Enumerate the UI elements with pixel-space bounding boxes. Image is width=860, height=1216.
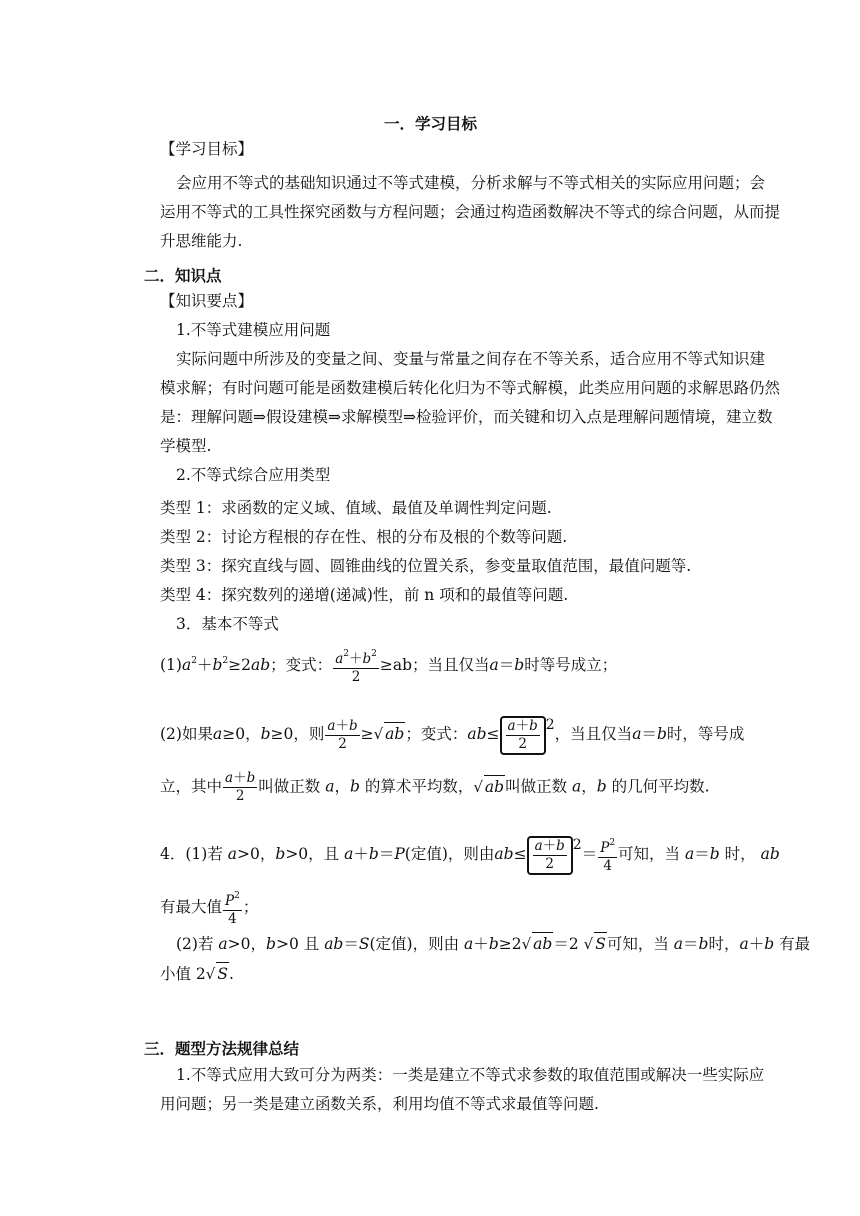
formula-text: ； [242,898,259,916]
formula-text: ≥2 [228,656,251,674]
formula-text: 小值 2 [160,965,206,983]
bracket: $\frac{a+b}{2}$ [527,836,573,875]
formula-text: (2)如果 [160,725,213,743]
formula-text: 有最 [779,935,811,953]
section-1-title: 一．学习目标 [384,114,478,133]
formula-line-6: (2)若 a>0，b>0 且 ab＝S(定值)，则由 a＋b≥2√ ab＝2 √ S可知，当 a＝b时，a＋b 有最 [176,932,810,955]
item-1-line: 是：理解问题⇒假设建模⇒求解模型⇒检验评价，而关键和切入点是理解问题情境，建立数 [160,408,773,426]
section-2-subtitle: 【知识要点】 [160,292,254,310]
item-2-title: 2.不等式综合应用类型 [176,466,331,484]
section-1-paragraph-line: 升思维能力. [160,232,243,250]
type-1: 类型 1：求函数的定义域、值域、最值及单调性判定问题. [160,499,552,517]
formula-text: 时等号成立； [524,656,618,674]
item-3-title: 3．基本不等式 [176,615,279,633]
formula-text: 且 [303,935,320,953]
formula-text: 的算术平均数， [364,777,474,796]
formula-text: 叫做正数 [258,777,321,796]
formula-line-1: $(1)a^2+b^2\ge 2ab$；变式： $\frac{a^2+b^2}{2}$ ≥ab；当且仅当a＝b时等号成立； [160,646,617,686]
type-2: 类型 2：讨论方程根的存在性、根的分布及根的个数等问题. [160,528,568,546]
item-1-line: 实际问题中所涉及的变量之间、变量与常量之间存在不等关系，适合应用不等式知识建 [176,350,766,368]
formula-text: ≥ab；当且仅当 [379,656,490,674]
fraction: $\frac{a^2+b^2}{2}$ [333,646,379,686]
formula-text: 的几何平均数. [611,777,710,796]
formula-line-3: 立，其中 $\frac{a+b}{2}$ 叫做正数 a，b 的算术平均数，√ ab叫做正数 a，b 的几何平均数. [160,770,710,804]
formula-text: (定值)，则由 [404,845,495,863]
formula-line-4: 4．(1)若 a>0，b>0，且 a＋b＝P(定值)，则由ab≤ $\frac{a+b}{2}$ $^2$＝ $\frac{P^2}{4}$ 可知，当 a＝b 时， ab [160,837,780,874]
type-4: 类型 4：探究数列的递增(递减)性，前 n 项和的最值等问题. [160,586,569,604]
formula-text: 时， [708,935,740,953]
formula-text: (2)若 [176,935,214,953]
type-3: 类型 3：探究直线与圆、圆锥曲线的位置关系，参变量取值范围，最值问题等. [160,557,692,575]
formula-text: 有最大值 [160,898,223,916]
section-1-paragraph-line: 会应用不等式的基础知识通过不等式建模，分析求解与不等式相关的实际应用问题；会 [176,174,766,192]
section-2-title: 二．知识点 [144,266,222,285]
formula-line-7: 小值 2√ S. [160,962,234,985]
bracket: $\frac{a+b}{2}$ [500,716,546,755]
formula-text: ，且 [308,845,340,863]
section-3-title: 三．题型方法规律总结 [144,1039,300,1058]
formula-text: ；变式： [405,725,468,743]
section-3-paragraph-line: 1.不等式应用大致可分为两类：一类是建立不等式求参数的取值范围或解决一些实际应 [176,1066,765,1084]
formula-text: (1) [160,656,182,674]
item-1-line: 模求解；有时问题可能是函数建模后转化化归为不等式解模，此类应用问题的求解思路仍然 [160,379,781,397]
formula-text: 时， [724,845,756,863]
section-1-subtitle: 【学习目标】 [160,140,254,158]
fraction: $\frac{a+b}{2}$ [327,717,358,752]
fraction: $\frac{P^2}{4}$ [223,888,242,928]
formula-text: ，则 [293,725,325,743]
fraction: $\frac{P^2}{4}$ [598,835,617,875]
formula-text: 可知，当 [606,935,669,953]
formula-text: 4．(1)若 [160,845,223,863]
formula-line-5 [160,888,258,928]
formula-text: 时，等号成 [666,725,745,743]
item-1-title: 1.不等式建模应用问题 [176,321,331,339]
formula-text: ，当且仅当 [554,725,633,743]
fraction: $\frac{a+b}{2}$ [225,770,256,804]
formula-text: 立，其中 [160,777,223,796]
section-1-paragraph-line: 运用不等式的工具性探究函数与方程问题；会通过构造函数解决不等式的综合问题，从而提 [160,203,781,221]
formula-text: 叫做正数 [505,777,568,796]
formula-text: (定值)，则由 [369,935,460,953]
section-3-paragraph-line: 用问题；另一类是建立函数关系，利用均值不等式求最值等问题. [160,1095,599,1113]
formula-text: 可知，当 [618,845,681,863]
formula-text: ；变式： [270,656,333,674]
item-1-line: 学模型. [160,437,212,455]
formula-line-2: (2)如果a≥0，b≥0，则 $\frac{a+b}{2}$ ≥√ ab；变式：ab≤ $\frac{a+b}{2}$ $^2$，当且仅当a＝b时，等号成 [160,714,744,755]
